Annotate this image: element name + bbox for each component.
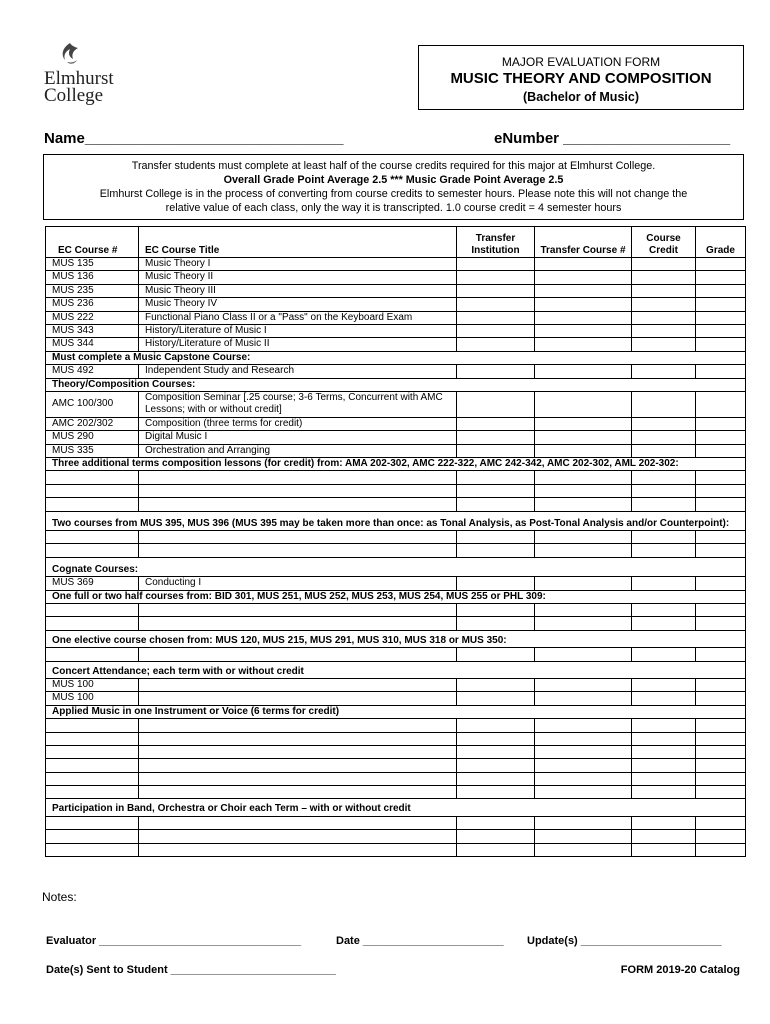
fullhalf-header: One full or two half courses from: BID 301, MUS 251, MUS 252, MUS 253, MUS 254, MUS 255 or PHL 309: <box>46 590 746 603</box>
enumber-field[interactable]: eNumber ____________________ <box>494 130 731 147</box>
date-field[interactable]: Date _______________________ <box>336 935 504 947</box>
flame-icon <box>58 42 82 68</box>
form-type: MAJOR EVALUATION FORM <box>501 55 661 69</box>
updates-field[interactable]: Update(s) _______________________ <box>527 935 722 947</box>
table-row: AMC 202/302 Composition (three terms for credit) <box>46 417 746 430</box>
info-line-3: Elmhurst College is in the process of converting from course credits to semester hours. Please note this will not change the <box>99 188 688 200</box>
form-version: FORM 2019-20 Catalog <box>620 964 740 976</box>
header-transfer-institution: Transfer Institution <box>457 227 535 258</box>
table-row: MUS 290 Digital Music I <box>46 431 746 444</box>
table-row <box>46 531 746 544</box>
table-row <box>46 759 746 772</box>
table-row <box>46 786 746 799</box>
table-row <box>46 484 746 497</box>
header-ec-course: EC Course # <box>46 227 139 258</box>
table-row <box>46 603 746 616</box>
cognate-header: Cognate Courses: <box>46 557 746 576</box>
concert-header: Concert Attendance; each term with or without credit <box>46 661 746 678</box>
table-row <box>46 732 746 745</box>
table-row <box>46 648 746 661</box>
applied-header: Applied Music in one Instrument or Voice (6 terms for credit) <box>46 705 746 718</box>
table-row <box>46 617 746 630</box>
notes-label: Notes: <box>42 890 77 904</box>
elective-header: One elective course chosen from: MUS 120, MUS 215, MUS 291, MUS 310, MUS 318 or MUS 350: <box>46 630 746 647</box>
table-row <box>46 843 746 856</box>
table-row <box>46 544 746 557</box>
table-row <box>46 471 746 484</box>
table-row <box>46 498 746 511</box>
transfer-info-box <box>43 154 744 220</box>
degree-title: (Bachelor of Music) <box>523 90 639 104</box>
logo-line-2: College <box>44 85 104 106</box>
course-table <box>45 226 746 857</box>
table-row: MUS 492 Independent Study and Research <box>46 365 746 378</box>
table-row: MUS 135 Music Theory I <box>46 258 746 271</box>
table-row: MUS 344 History/Literature of Music II <box>46 338 746 351</box>
evaluator-field[interactable]: Evaluator _________________________________ <box>46 935 302 947</box>
logo-line-1: Elmhurst <box>44 68 114 89</box>
header-ec-title: EC Course Title <box>139 227 457 258</box>
table-row: MUS 100 <box>46 692 746 705</box>
header-course-credit: Course Credit <box>632 227 696 258</box>
table-row: MUS 235 Music Theory III <box>46 284 746 297</box>
date-sent-field[interactable]: Date(s) Sent to Student ___________________________ <box>46 964 336 976</box>
capstone-header: Must complete a Music Capstone Course: <box>46 351 746 364</box>
table-row: MUS 343 History/Literature of Music I <box>46 324 746 337</box>
form-title-box <box>418 45 744 110</box>
table-row <box>46 745 746 758</box>
header-grade: Grade <box>696 227 746 258</box>
table-row: MUS 136 Music Theory II <box>46 271 746 284</box>
table-row <box>46 772 746 785</box>
header-transfer-course: Transfer Course # <box>535 227 632 258</box>
info-line-1: Transfer students must complete at least half of the course credits required for this major at Elmhurst College. <box>131 160 656 172</box>
table-row: MUS 369 Conducting I <box>46 577 746 590</box>
info-line-4: relative value of each class, only the way it is transcripted. 1.0 course credit = 4 semester hours <box>165 202 622 214</box>
table-row: MUS 335 Orchestration and Arranging <box>46 444 746 457</box>
college-logo <box>44 42 134 114</box>
table-row <box>46 719 746 732</box>
table-row: AMC 100/300 Composition Seminar [.25 course; 3-6 Terms, Concurrent with AMC Lessons; with or without credit] <box>46 391 746 417</box>
table-row: MUS 100 <box>46 678 746 691</box>
gpa-requirement: Overall Grade Point Average 2.5 *** Music Grade Point Average 2.5 <box>223 174 564 186</box>
table-row: MUS 222 Functional Piano Class II or a "Pass" on the Keyboard Exam <box>46 311 746 324</box>
name-field[interactable]: Name_______________________________ <box>44 130 344 147</box>
table-row: MUS 236 Music Theory IV <box>46 298 746 311</box>
ensemble-header: Participation in Band, Orchestra or Choir each Term – with or without credit <box>46 799 746 816</box>
mus395-header: Two courses from MUS 395, MUS 396 (MUS 395 may be taken more than once: as Tonal Analysis, as Post-Tonal Analysis and/or Counterpoint): <box>46 511 746 530</box>
major-title: MUSIC THEORY AND COMPOSITION <box>450 70 712 87</box>
table-row <box>46 816 746 829</box>
theory-header: Theory/Composition Courses: <box>46 378 746 391</box>
lessons-header: Three additional terms composition lessons (for credit) from: AMA 202-302, AMC 222-322, AMC 242-342, AMC 202-302, AML 202-302: <box>46 458 746 471</box>
table-row <box>46 830 746 843</box>
